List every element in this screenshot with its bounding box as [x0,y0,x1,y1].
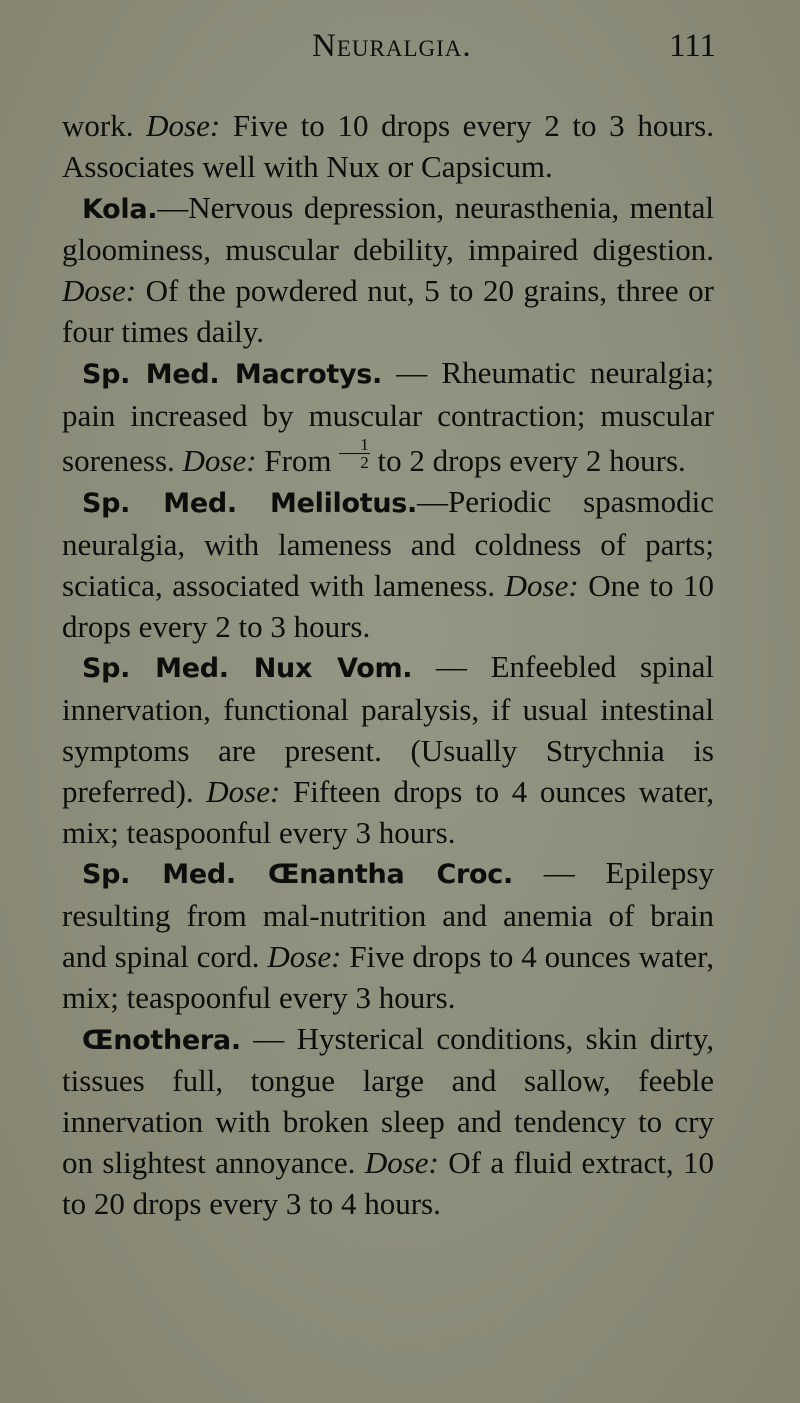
paragraph-continuation [62,106,714,188]
paragraph-text: Fifteen drops to 4 ounces water, mix; teaspoonful every 3 hours. [62,773,714,850]
dose-label: Dose: [182,443,257,479]
entry-macrotys [62,353,714,482]
paragraph-text: Of a fluid extract, 10 to 20 drops every 3 to 4 hours. [62,1144,714,1221]
entry-term: Œnothera. [82,1024,241,1056]
paragraph-text: to 2 drops every 2 hours. [369,443,686,479]
entry-term: Sp. Med. Macrotys. [82,358,382,390]
dose-label: Dose: [62,273,137,309]
page-header [0,28,800,78]
fraction-numerator: 1 [339,436,370,454]
paragraph-text: work. [62,108,147,143]
paragraph-text: — Hysterical conditions, skin dirty, tissues full, tongue large and sallow, feeble innervation with broken sleep and tendency to cry on slightest annoyance. [62,1020,714,1180]
paragraph-text: From [256,443,340,479]
dose-label: Dose: [364,1144,439,1180]
paragraph-text: Of the powdered nut, 5 to 20 grains, three or four times daily. [62,273,714,349]
entry-term: Sp. Med. Nux Vom. [82,653,413,685]
entry-term: Sp. Med. Œnantha Croc. [82,859,513,891]
entry-kola [62,188,714,353]
body-text [62,106,714,1225]
entry-melilotus [62,482,714,647]
fraction-denominator: 2 [360,453,369,473]
dose-label: Dose: [146,108,221,143]
paragraph-text: Five to 10 drops every 2 to 3 hours. Associates well with Nux or Capsicum. [62,108,714,184]
page-number: 111 [668,28,716,64]
dose-label: Dose: [206,773,281,809]
running-title: Neuralgia. [312,28,472,64]
entry-term: Kola. [82,193,158,225]
paragraph-text: — Epilepsy resulting from mal-nutrition and anemia of brain and spinal cord. [62,855,714,974]
paragraph-text: — Enfeebled spinal innervation, functional paralysis, if usual intestinal symptoms are present. (Usually Strychnia is preferred). [62,649,714,809]
entry-term: Sp. Med. Melilotus. [82,488,417,520]
paragraph-text: —Nervous depression, neurasthenia, mental gloominess, muscular debility, impaired digestion. [62,189,714,268]
paragraph-text: — Rheumatic neuralgia; pain increased by muscular contraction; muscular soreness. [62,354,714,479]
dose-label: Dose: [267,938,342,974]
paragraph-text: —Periodic spasmodic neuralgia, with lameness and coldness of parts; sciatica, associated with lameness. [62,484,714,603]
paragraph-text: One to 10 drops every 2 to 3 hours. [62,567,714,644]
entry-nux-vom [62,647,714,853]
paragraph-text: Five drops to 4 ounces water, mix; teaspoonful every 3 hours. [62,938,715,1015]
entry-oenantha-croc [62,853,714,1018]
dose-label: Dose: [504,567,579,603]
fraction [339,436,370,471]
entry-oenothera [62,1019,714,1225]
